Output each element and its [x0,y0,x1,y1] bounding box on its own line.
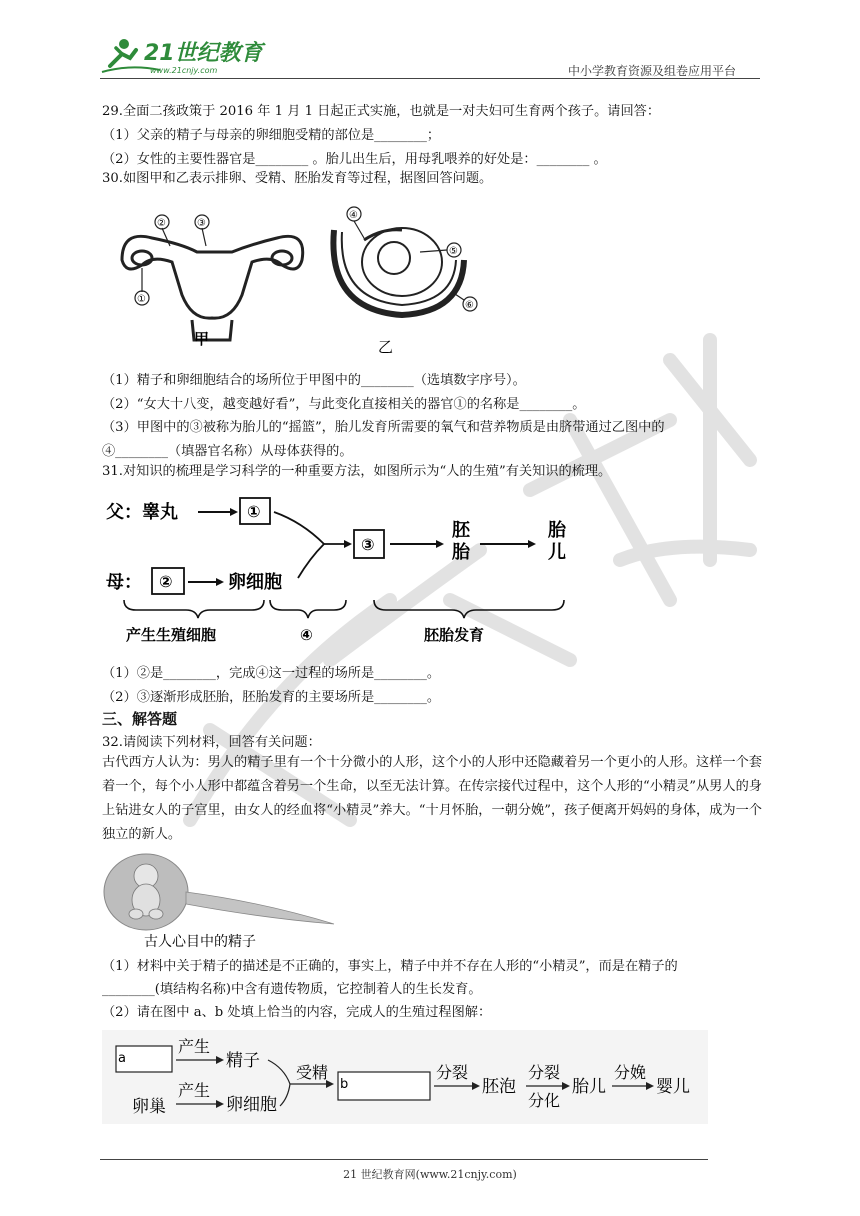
embryo-bottom: 胎 [452,542,470,563]
division-label-2: 分裂 [528,1063,561,1082]
figure-yi-label: 乙 [378,338,394,356]
mark-3: ③ [197,218,206,229]
footer-text: 21 世纪教育网(www.21cnjy.com) [343,1168,517,1181]
ancient-sperm-figure [102,852,342,952]
q30-part2: （2）“女大十八变，越变越好看”，与此变化直接相关的器官①的名称是________。 [102,397,586,412]
q30-part1: （1）精子和卵细胞结合的场所位于甲图中的________（选填数字序号）。 [102,373,526,388]
uterus-diagram [122,236,303,340]
egg-cell-label: 卵细胞 [226,1095,277,1115]
q29-part2: （2）女性的主要性器官是________ 。胎儿出生后，用母乳喂养的好处是：________ 。 [102,152,607,167]
logo-url: www.21cnjy.com [150,66,218,75]
mark-6: ⑥ [465,300,474,311]
mother-label: 母： [106,572,142,593]
footer-divider [100,1159,708,1160]
blank-b-box[interactable] [338,1072,430,1100]
baby-label: 婴儿 [656,1077,690,1097]
box-2-label: ② [159,572,173,591]
fetus-label: 胎儿 [572,1077,606,1097]
fetus-diagram [333,228,464,315]
q31-figure [102,488,592,650]
birth-label: 分娩 [614,1063,647,1082]
mark-2: ② [157,218,166,229]
box-1-label: ① [247,502,261,521]
differentiation-label: 分化 [528,1091,561,1110]
brace-label-4: ④ [300,626,313,644]
figure-caption: 古人心目中的精子 [144,934,256,950]
father-testis-label: 父：睾丸 [106,502,178,523]
division-label-1: 分裂 [436,1063,469,1082]
produce-label-2: 产生 [178,1081,211,1100]
fertilization-label: 受精 [296,1063,329,1082]
q31-part2: （2）③逐渐形成胚胎，胚胎发育的主要场所是________。 [102,690,441,705]
mark-5: ⑤ [449,246,458,257]
q30-figure [102,200,502,360]
q31-stem: 31.对知识的梳理是学习科学的一种重要方法，如图所示为“人的生殖”有关知识的梳理。 [102,464,612,479]
figure-jia-label: 甲 [194,330,210,348]
brace-label-embryo: 胚胎发育 [424,626,485,644]
blastocyst-label: 胚泡 [482,1077,516,1097]
fetus-bottom: 儿 [548,542,566,563]
q29-part1: （1）父亲的精子与母亲的卵细胞受精的部位是________； [102,128,441,143]
q32-part1a: （1）材料中关于精子的描述是不正确的，事实上，精子中并不存在人形的“小精灵”，而是在精子的 [102,959,678,974]
q32-stem: 32.请阅读下列材料，回答有关问题： [102,735,321,750]
reproduction-flowchart [102,1030,708,1124]
blank-a-label: a [118,1051,126,1066]
egg-label: 卵细胞 [228,572,282,593]
q30-part3a: （3）甲图中的③被称为胎儿的“摇篮”，胎儿发育所需要的氧气和营养物质是由脐带通过乙图中的 [102,420,665,435]
fetus-top: 胎 [548,520,566,541]
q30-part3b: ④________（填器官名称）从母体获得的。 [102,444,353,459]
q30-stem: 30.如图甲和乙表示排卵、受精、胚胎发育等过程，据图回答问题。 [102,171,493,186]
embryo-top: 胚 [452,520,470,541]
box-3-label: ③ [361,535,375,554]
q32-part2: （2）请在图中 a、b 处填上恰当的内容，完成人的生殖过程图解： [102,1005,492,1020]
logo-title: 21世纪教育 [144,41,263,66]
site-logo [100,36,270,76]
q31-part1: （1）②是________，完成④这一过程的场所是________。 [102,666,441,681]
header-divider [100,78,760,79]
ovary-label: 卵巢 [132,1097,166,1117]
sperm-illustration [104,854,334,930]
section-heading: 三、解答题 [102,710,178,728]
brace-label-gametes: 产生生殖细胞 [126,626,217,644]
mark-1: ① [137,294,146,305]
q32-material: 古代西方人认为：男人的精子里有一个十分微小的人形，这个小的人形中还隐藏着另一个更小的人形。这样一个套着一个，每个小人形中都蕴含着另一个生命，以至无法计算。在传宗接代过程中，这个人形的“小精灵”从男人的身上钻进女人的子宫里，由女人的经血将“小精灵”养大。“十月怀胎，一朝分娩”，孩子便离开妈妈的身体，成为一个独立的新人。 [102,755,762,842]
q29-stem: 29.全面二孩政策于 2016 年 1 月 1 日起正式实施，也就是一对夫妇可生育两个孩子。请回答： [102,104,661,119]
mark-4: ④ [349,210,358,221]
q32-part1b: ________(填结构名称)中含有遗传物质，它控制着人的生长发育。 [102,982,482,997]
sperm-label: 精子 [226,1051,260,1071]
header-platform-text: 中小学教育资源及组卷应用平台 [568,64,737,78]
produce-label-1: 产生 [178,1037,211,1056]
blank-b-label: b [340,1077,349,1092]
